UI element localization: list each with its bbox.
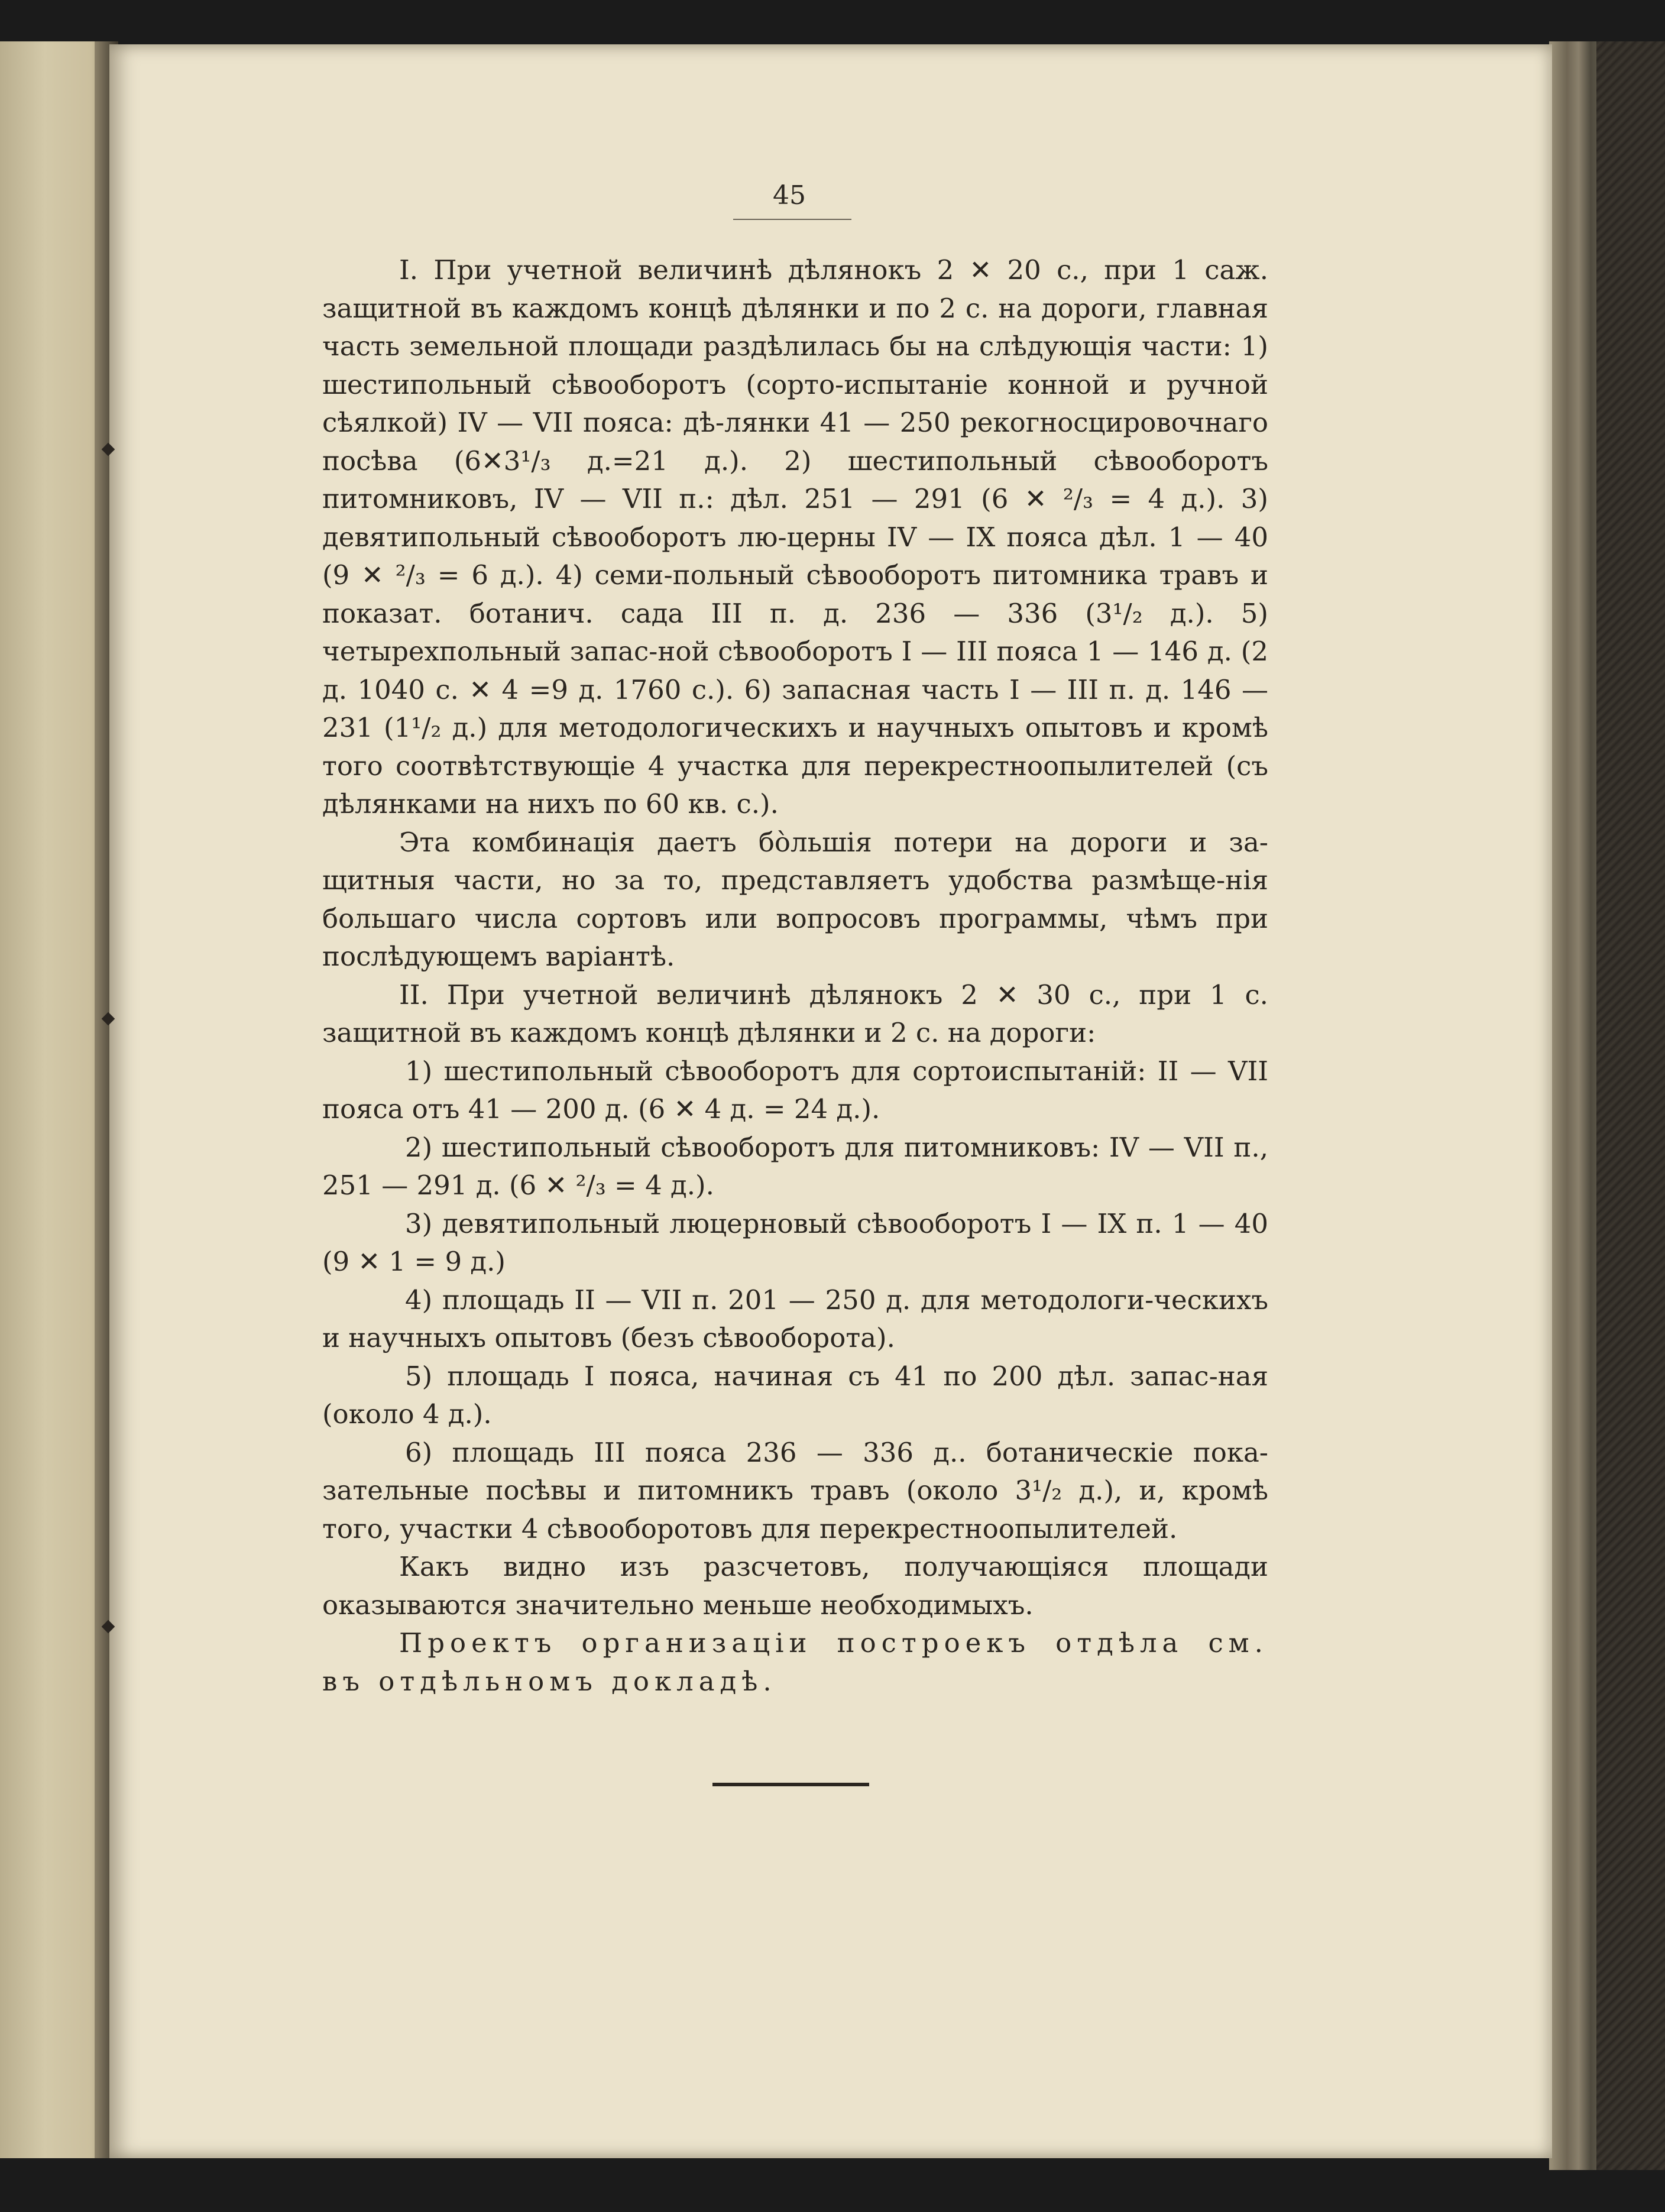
- book-cover-board: [1596, 41, 1665, 2170]
- list-item: 2) шестипольный сѣвооборотъ для питомниковъ: IV — VII п., 251 — 291 д. (6 ✕ ²/₃ = 4 д.).: [322, 1131, 1268, 1201]
- list-item: 5) площадь I пояса, начиная съ 41 по 200 дѣл. запас-ная (около 4 д.).: [322, 1360, 1268, 1430]
- list-item: 3) девятипольный люцерновый сѣвооборотъ I — IX п. 1 — 40 (9 ✕ 1 = 9 д.): [322, 1207, 1268, 1277]
- paragraph-conclusion: Какъ видно изъ разсчетовъ, получающіяся площади оказываются значительно меньше необходимыхъ.: [322, 1551, 1268, 1621]
- body-text: [322, 251, 1268, 1701]
- end-rule: [712, 1783, 869, 1786]
- paragraph-variant-one: I. При учетной величинѣ дѣлянокъ 2 ✕ 20 с., при 1 саж. защитной въ каждомъ концѣ дѣлянки и по 2 с. на дороги, главная часть земельной площади раздѣлилась бы на слѣдующія части: 1) шестипольный сѣвооборотъ (сорто-испытаніе конной и ручной сѣялкой) IV — VII пояса: дѣ-лянки 41 — 250 рекогносцировочнаго посѣва (6✕3¹/₃ д.=21 д.). 2) шестипольный сѣвооборотъ питомниковъ, IV — VII п.: дѣл. 251 — 291 (6 ✕ ²/₃ = 4 д.). 3) девятипольный сѣвооборотъ лю-церны IV — IX пояса дѣл. 1 — 40 (9 ✕ ²/₃ = 6 д.). 4) семи-польный сѣвооборотъ питомника травъ и показат. ботанич. сада III п. д. 236 — 336 (3¹/₂ д.). 5) четырехпольный запас-ной сѣвооборотъ I — III пояса 1 — 146 д. (2 д. 1040 с. ✕ 4 =9 д. 1760 с.). 6) запасная часть I — III п. д. 146 — 231 (1¹/₂ д.) для методологическихъ и научныхъ опытовъ и кромѣ того соотвѣтствующіе 4 участка для перекрестноопылителей (съ дѣлянками на нихъ по 60 кв. с.).: [322, 254, 1268, 820]
- list-item: 4) площадь II — VII п. 201 — 250 д. для методологи-ческихъ и научныхъ опытовъ (безъ сѣвооборота).: [322, 1284, 1268, 1353]
- paragraph-variant-two: II. При учетной величинѣ дѣлянокъ 2 ✕ 30 с., при 1 с. защитной въ каждомъ концѣ дѣлянки и 2 с. на дороги:: [322, 979, 1268, 1048]
- page-number-rule: [733, 219, 851, 220]
- page-number: 45: [773, 180, 806, 210]
- list-item: 6) площадь III пояса 236 — 336 д.. ботаническіе пока-зательные посѣвы и питомникъ травъ (около 3¹/₂ д.), и, кромѣ того, участки 4 сѣвооборотовъ для перекрестноопылителей.: [322, 1436, 1268, 1544]
- paragraph-buildings-project: Проектъ организаціи построекъ отдѣла см. въ отдѣльномъ докладѣ.: [322, 1627, 1268, 1697]
- paragraph-combination-note: Эта комбинація даетъ бо̀льшія потери на дороги и за-щитныя части, но за то, представляетъ удобства размѣще-нія большаго числа сортовъ или вопросовъ программы, чѣмъ при послѣдующемъ варіантѣ.: [322, 826, 1268, 972]
- list-item: 1) шестипольный сѣвооборотъ для сортоиспытаній: II — VII пояса отъ 41 — 200 д. (6 ✕ 4 д. = 24 д.).: [322, 1055, 1268, 1125]
